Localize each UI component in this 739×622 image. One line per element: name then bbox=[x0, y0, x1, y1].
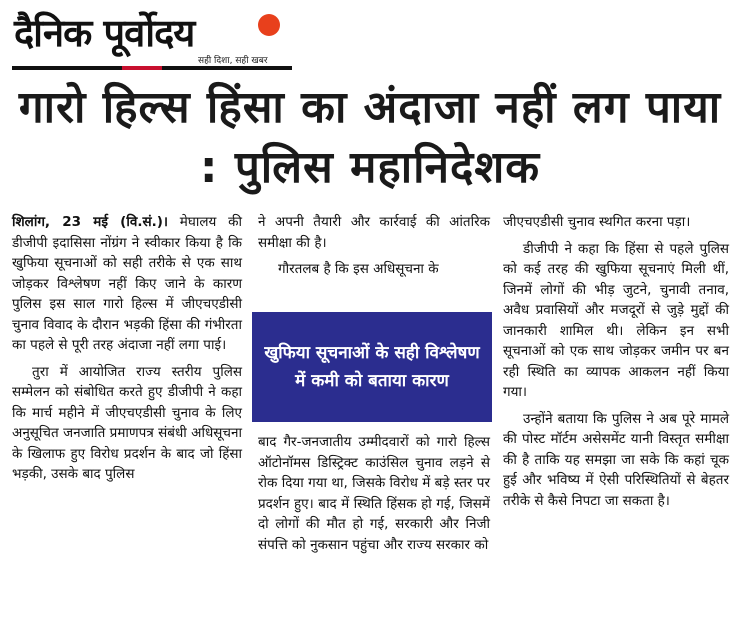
article-column-1 bbox=[12, 212, 242, 491]
paragraph: गौरतलब है कि इस अधिसूचना के bbox=[278, 261, 439, 277]
paragraph: तुरा में आयोजित राज्य स्तरीय पुलिस सम्मेलन को संबोधित करते हुए डीजीपी ने कहा कि मार्च महीने में जीएचएडीसी चुनाव के लिए अनुसूचित जनजाति प्रमाणपत्र संबंधी अधिसूचना के खिलाफ हुए विरोध प्रदर्शन के बाद जो हिंसा भड़की, उसके बाद पुलिस bbox=[12, 363, 242, 482]
pull-quote bbox=[252, 312, 492, 422]
dateline: शिलांग, 23 मई (वि.सं.)। bbox=[12, 214, 168, 230]
tagline: सही दिशा, सही खबर bbox=[198, 56, 268, 66]
article-column-2-continued bbox=[258, 432, 490, 555]
paragraph bbox=[12, 212, 242, 356]
paragraph: डीजीपी ने कहा कि हिंसा से पहले पुलिस को कई तरह की खुफिया सूचनाएं मिली थीं, जिनमें लोगों की भीड़ जुटने, चुनावी तनाव, अवैध प्रवासियों और मजदूरों से जुड़े मुद्दों की जानकारी शामिल थी। लेकिन इन सभी सूचनाओं को एक साथ जोड़कर जमीन पर बन रही स्थिति का व्यापक आकलन नहीं किया गया। bbox=[503, 240, 729, 400]
paragraph-text: मेघालय की डीजीपी इदासिसा नोंग्रंग ने स्वीकार किया है कि खुफिया सूचनाओं को सही तरीके से एक साथ जोड़कर विश्लेषण नहीं किए जाने के कारण पुलिस इस साल गारो हिल्स में जीएचएडीसी चुनाव विवाद के दौरान भड़की हिंसा की गंभीरता का पहले से पूरी तरह अंदाजा नहीं लगा पाई। bbox=[12, 214, 242, 353]
paragraph: ने अपनी तैयारी और कार्रवाई की आंतरिक समीक्षा की है। bbox=[258, 214, 490, 251]
headline: गारो हिल्स हिंसा का अंदाजा नहीं लग पाया : पुलिस महानिदेशक bbox=[18, 82, 722, 193]
newspaper-logo: दैनिक पूर्वोदय bbox=[14, 11, 195, 55]
paragraph: जीएचएडीसी चुनाव स्थगित करना पड़ा। bbox=[503, 214, 691, 230]
masthead-rule-accent bbox=[122, 66, 162, 70]
pull-quote-text: खुफिया सूचनाओं के सही विश्लेषण में कमी को बताया कारण bbox=[264, 343, 480, 391]
paragraph: बाद गैर-जनजातीय उम्मीदवारों को गारो हिल्स ऑटोनॉमस डिस्ट्रिक्ट काउंसिल चुनाव लड़ने से रोक दिया गया था, जिसके विरोध में बड़े स्तर पर प्रदर्शन हुए। बाद में स्थिति हिंसक हो गई, जिसमें दो लोगों की मौत हो गई, सरकारी और निजी संपत्ति को नुकसान पहुंचा और राज्य सरकार को bbox=[258, 434, 490, 553]
logo-dot-icon bbox=[258, 14, 280, 36]
paragraph: उन्होंने बताया कि पुलिस ने अब पूरे मामले की पोस्ट मॉर्टम असेसमेंट यानी विस्तृत समीक्षा की है ताकि यह समझा जा सके कि कहां चूक हुई और भविष्य में ऐसी परिस्थितियों से बेहतर तरीके से कैसे निपटा जा सकता है। bbox=[503, 410, 729, 509]
article-column-2 bbox=[258, 212, 490, 286]
article-column-3 bbox=[503, 212, 729, 517]
masthead bbox=[12, 8, 312, 70]
